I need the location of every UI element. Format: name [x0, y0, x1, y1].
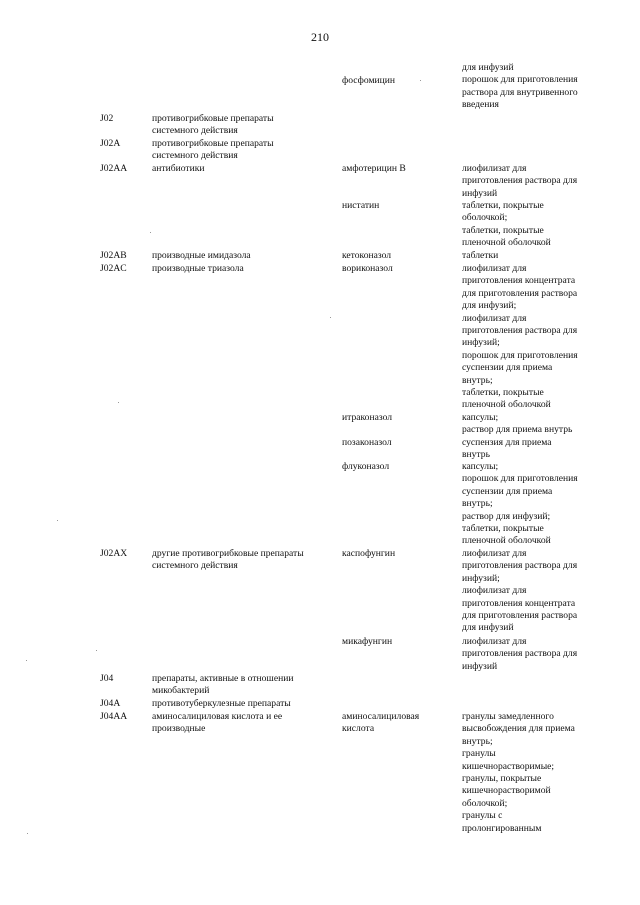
- scan-speck: [27, 833, 28, 834]
- group-name: противотуберкулезные препараты: [152, 698, 291, 709]
- atc-code: J02AB: [100, 250, 127, 261]
- dosage-form: инфузий;: [462, 337, 500, 349]
- dosage-form: суспензии для приема: [462, 362, 553, 374]
- dosage-form: лиофилизат для: [462, 163, 527, 174]
- dosage-form: пленочной оболочкой: [462, 399, 551, 411]
- scan-speck: [96, 650, 97, 651]
- dosage-form: таблетки, покрытые: [462, 523, 544, 534]
- dosage-form: для инфузий: [462, 622, 514, 634]
- dosage-form: введения: [462, 99, 499, 111]
- drug-name: кетоконазол: [342, 250, 392, 261]
- drug-name: каспофунгин: [342, 548, 396, 559]
- page-number: 210: [311, 30, 329, 44]
- dosage-form: инфузий: [462, 187, 498, 199]
- group-name: препараты, активные в отношении: [152, 673, 294, 684]
- dosage-form: лиофилизат для: [462, 636, 527, 647]
- group-name: аминосалициловая кислота и ее: [152, 711, 283, 722]
- drug-name: нистатин: [342, 200, 380, 211]
- dosage-form: оболочкой;: [462, 797, 508, 809]
- drug-name: итраконазол: [342, 412, 393, 423]
- dosage-form: таблетки, покрытые: [462, 224, 544, 236]
- group-name: противогрибковые препараты: [152, 138, 274, 149]
- dosage-form: пленочной оболочкой: [462, 237, 551, 249]
- dosage-form: лиофилизат для: [462, 312, 527, 324]
- drug-name: микафунгин: [342, 636, 393, 647]
- dosage-form: таблетки, покрытые: [462, 200, 544, 211]
- dosage-form: кишечнорастворимой: [462, 785, 551, 797]
- dosage-form: приготовления концентрата: [462, 275, 576, 287]
- dosage-form: для приготовления раствора: [462, 610, 578, 621]
- dosage-form: пролонгированным: [462, 822, 542, 834]
- dosage-form: порошок для приготовления: [462, 473, 578, 485]
- dosage-form: гранулы замедленного: [462, 711, 554, 722]
- atc-code: J02A: [100, 138, 121, 149]
- dosage-form: внутрь;: [462, 735, 493, 747]
- dosage-form: приготовления раствора для: [462, 648, 578, 660]
- dosage-form: раствор для инфузий;: [462, 510, 551, 522]
- drug-name: амфотерицин В: [342, 163, 406, 174]
- dosage-form: внутрь;: [462, 498, 493, 510]
- dosage-form: инфузий;: [462, 572, 500, 584]
- dosage-form: для инфузий: [462, 62, 514, 73]
- group-name: системного действия: [152, 125, 238, 137]
- dosage-form: внутрь;: [462, 374, 493, 386]
- group-name: антибиотики: [152, 163, 205, 174]
- drug-name: флуконазол: [342, 461, 390, 472]
- dosage-form: высвобождения для приема: [462, 723, 575, 735]
- drug-name: фосфомицин: [342, 75, 396, 87]
- dosage-form: приготовления раствора для: [462, 325, 578, 336]
- dosage-form: порошок для приготовления: [462, 74, 578, 86]
- group-name: производные триазола: [152, 263, 244, 274]
- scan-speck: [420, 80, 421, 81]
- dosage-form: суспензии для приема: [462, 485, 553, 497]
- dosage-form: таблетки, покрытые: [462, 387, 544, 398]
- drug-name: позаконазол: [342, 437, 392, 448]
- atc-code: J02AC: [100, 263, 127, 274]
- dosage-form: раствора для внутривенного: [462, 86, 578, 98]
- dosage-form: таблетки: [462, 250, 499, 261]
- group-name: противогрибковые препараты: [152, 113, 274, 124]
- dosage-form: инфузий: [462, 660, 498, 672]
- atc-code: J04: [100, 673, 114, 684]
- dosage-form: для инфузий;: [462, 300, 517, 312]
- scan-speck: [26, 660, 27, 661]
- atc-code: J02AX: [100, 548, 128, 559]
- scan-speck: [330, 317, 331, 318]
- scan-speck: [57, 520, 58, 521]
- group-name: системного действия: [152, 150, 238, 162]
- atc-code: J04AA: [100, 711, 128, 722]
- dosage-form: лиофилизат для: [462, 585, 527, 597]
- dosage-form: приготовления концентрата: [462, 597, 576, 609]
- dosage-form: лиофилизат для: [462, 548, 527, 559]
- drug-name: кислота: [342, 723, 375, 735]
- dosage-form: суспензия для приема: [462, 437, 552, 448]
- dosage-form: приготовления раствора для: [462, 175, 578, 187]
- atc-code: J02: [100, 113, 114, 124]
- group-name: микобактерий: [152, 685, 210, 697]
- scan-speck: [150, 232, 151, 233]
- drug-name: вориконазол: [342, 263, 393, 274]
- dosage-form: гранулы, покрытые: [462, 773, 542, 784]
- dosage-form: гранулы: [462, 748, 496, 760]
- group-name: системного действия: [152, 560, 238, 572]
- dosage-form: раствор для приема внутрь: [462, 424, 573, 436]
- dosage-form: порошок для приготовления: [462, 349, 578, 361]
- dosage-form: гранулы с: [462, 810, 503, 822]
- dosage-form: для приготовления раствора: [462, 287, 578, 299]
- dosage-form: лиофилизат для: [462, 263, 527, 274]
- dosage-form: приготовления раствора для: [462, 560, 578, 572]
- atc-code: J04A: [100, 698, 121, 709]
- scan-speck: [118, 402, 119, 403]
- dosage-form: пленочной оболочкой: [462, 535, 551, 547]
- atc-code: J02AA: [100, 163, 128, 174]
- dosage-form: оболочкой;: [462, 212, 508, 224]
- dosage-form: капсулы;: [462, 412, 499, 423]
- drug-name: аминосалициловая: [342, 711, 420, 722]
- dosage-form: кишечнорастворимые;: [462, 760, 555, 772]
- group-name: производные: [152, 723, 206, 735]
- group-name: другие противогрибковые препараты: [152, 548, 304, 559]
- dosage-form: капсулы;: [462, 461, 499, 472]
- dosage-form: внутрь: [462, 449, 490, 461]
- group-name: производные имидазола: [152, 250, 251, 261]
